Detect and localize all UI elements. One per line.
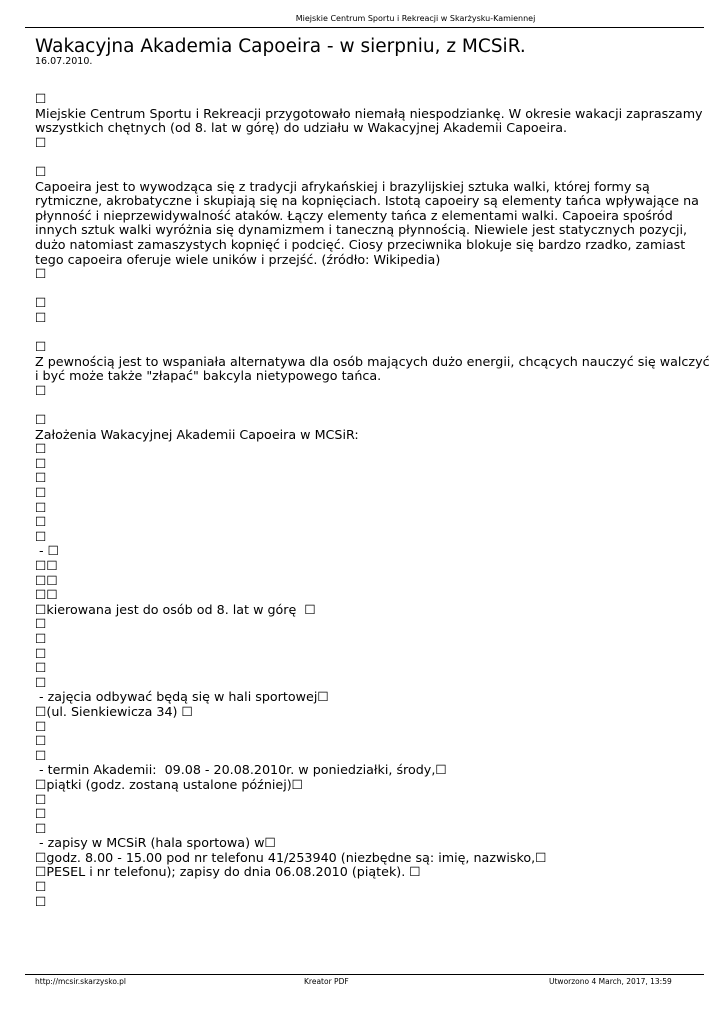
body-line: ☐ <box>35 806 47 822</box>
site-name: Miejskie Centrum Sportu i Rekreacji w Skarżysku-Kamiennej <box>295 14 536 23</box>
header-divider <box>25 27 704 28</box>
paragraph-spacer <box>35 326 700 341</box>
article-body <box>35 91 710 909</box>
footer-divider <box>25 974 704 975</box>
body-line: ☐ <box>35 820 47 836</box>
body-line: ☐ <box>35 747 47 763</box>
footer-url[interactable]: http://mcsir.skarzysko.pl <box>35 977 127 986</box>
footer-created: Utworzono 4 March, 2017, 13:59 <box>549 977 672 986</box>
body-line: ☐ <box>35 660 47 676</box>
article-date: 16.07.2010. <box>35 56 93 67</box>
body-line: Capoeira jest to wywodząca się z tradycji afrykańskiej i brazylijskiej sztuka walki, której formy są <box>35 178 650 194</box>
body-line: ☐ <box>35 879 47 895</box>
body-line: - zapisy w MCSiR (hala sportowa) w☐ <box>35 835 276 851</box>
footer-generator: Kreator PDF <box>304 977 349 986</box>
body-line: ☐ <box>35 733 47 749</box>
body-line: - zajęcia odbywać będą się w hali sportowej☐ <box>35 689 329 705</box>
body-line: - termin Akademii: 09.08 - 20.08.2010r. w poniedziałki, środy,☐ <box>35 762 447 778</box>
body-line: Z pewnością jest to wspaniała alternatywa dla osób mających dużo energii, chcących nauczyć się walczyć <box>35 353 710 369</box>
body-line: ☐PESEL i nr telefonu); zapisy do dnia 06.08.2010 (piątek). ☐ <box>35 864 421 880</box>
body-line: ☐ <box>35 528 47 544</box>
body-line: ☐ <box>35 134 47 150</box>
body-line: - ☐ <box>35 543 60 559</box>
body-line: ☐piątki (godz. zostaną ustalone później)☐ <box>35 776 304 792</box>
body-line: wszystkich chętnych (od 8. lat w górę) do udziału w Wakacyjnej Akademii Capoeira. <box>35 120 568 136</box>
body-line: ☐ <box>35 382 47 398</box>
body-line: ☐ <box>35 499 47 515</box>
body-line: ☐ <box>35 645 47 661</box>
body-line: ☐ <box>35 455 47 471</box>
article-title: Wakacyjna Akademia Capoeira - w sierpniu, z MCSiR. <box>35 36 526 57</box>
body-line: ☐ <box>35 470 47 486</box>
body-line: ☐ <box>35 295 47 311</box>
body-line: innych sztuk walki wyróżnia się dynamizmem i taneczną płynnością. Niewiele jest statycznych pozycji, <box>35 222 688 238</box>
body-line: ☐ <box>35 339 47 355</box>
paragraph-spacer <box>35 398 700 413</box>
body-line: ☐ <box>35 441 47 457</box>
body-line: ☐☐ <box>35 587 58 603</box>
paragraph-spacer <box>35 282 700 297</box>
body-line: ☐ <box>35 309 47 325</box>
body-line: płynność i nieprzewidywalność ataków. Łączy elementy tańca z elementami walki. Capoeira spośród <box>35 207 673 223</box>
body-line: ☐ <box>35 91 47 106</box>
body-line: ☐ <box>35 412 47 428</box>
body-line: ☐☐ <box>35 572 58 588</box>
paragraph-spacer <box>35 150 700 165</box>
body-line: ☐ <box>35 266 47 282</box>
body-line: ☐ <box>35 630 47 646</box>
page-header <box>0 14 725 24</box>
body-line: ☐(ul. Sienkiewicza 34) ☐ <box>35 703 193 719</box>
body-line: rytmiczne, akrobatyczne i skupiają się na kopnięciach. Istotą capoeiry są elementy tańca wpływające na <box>35 193 699 209</box>
body-line: dużo natomiast zamaszystych kopnięć i podcięć. Ciosy przeciwnika blokuje się bardzo rzadko, zamiast <box>35 236 686 252</box>
body-line: ☐ <box>35 718 47 734</box>
body-line: ☐ <box>35 791 47 807</box>
body-line: ☐☐ <box>35 558 58 573</box>
body-line: ☐ <box>35 485 47 501</box>
body-line: Miejskie Centrum Sportu i Rekreacji przygotowało niemałą niespodziankę. W okresie wakacji zapraszamy <box>35 105 703 121</box>
body-line: tego capoeira oferuje wiele uników i przejść. (źródło: Wikipedia) <box>35 251 441 267</box>
body-line: ☐godz. 8.00 - 15.00 pod nr telefonu 41/253940 (niezbędne są: imię, nazwisko,☐ <box>35 849 547 865</box>
body-line: ☐ <box>35 163 47 179</box>
body-line: ☐ <box>35 893 47 909</box>
body-line: Założenia Wakacyjnej Akademii Capoeira w MCSiR: <box>35 426 359 442</box>
body-line: i być może także "złapać" bakcyla nietypowego tańca. <box>35 368 382 384</box>
body-line: ☐ <box>35 616 47 632</box>
body-line: ☐ <box>35 674 47 690</box>
body-line: ☐kierowana jest do osób od 8. lat w górę ☐ <box>35 601 316 617</box>
body-line: ☐ <box>35 514 47 530</box>
